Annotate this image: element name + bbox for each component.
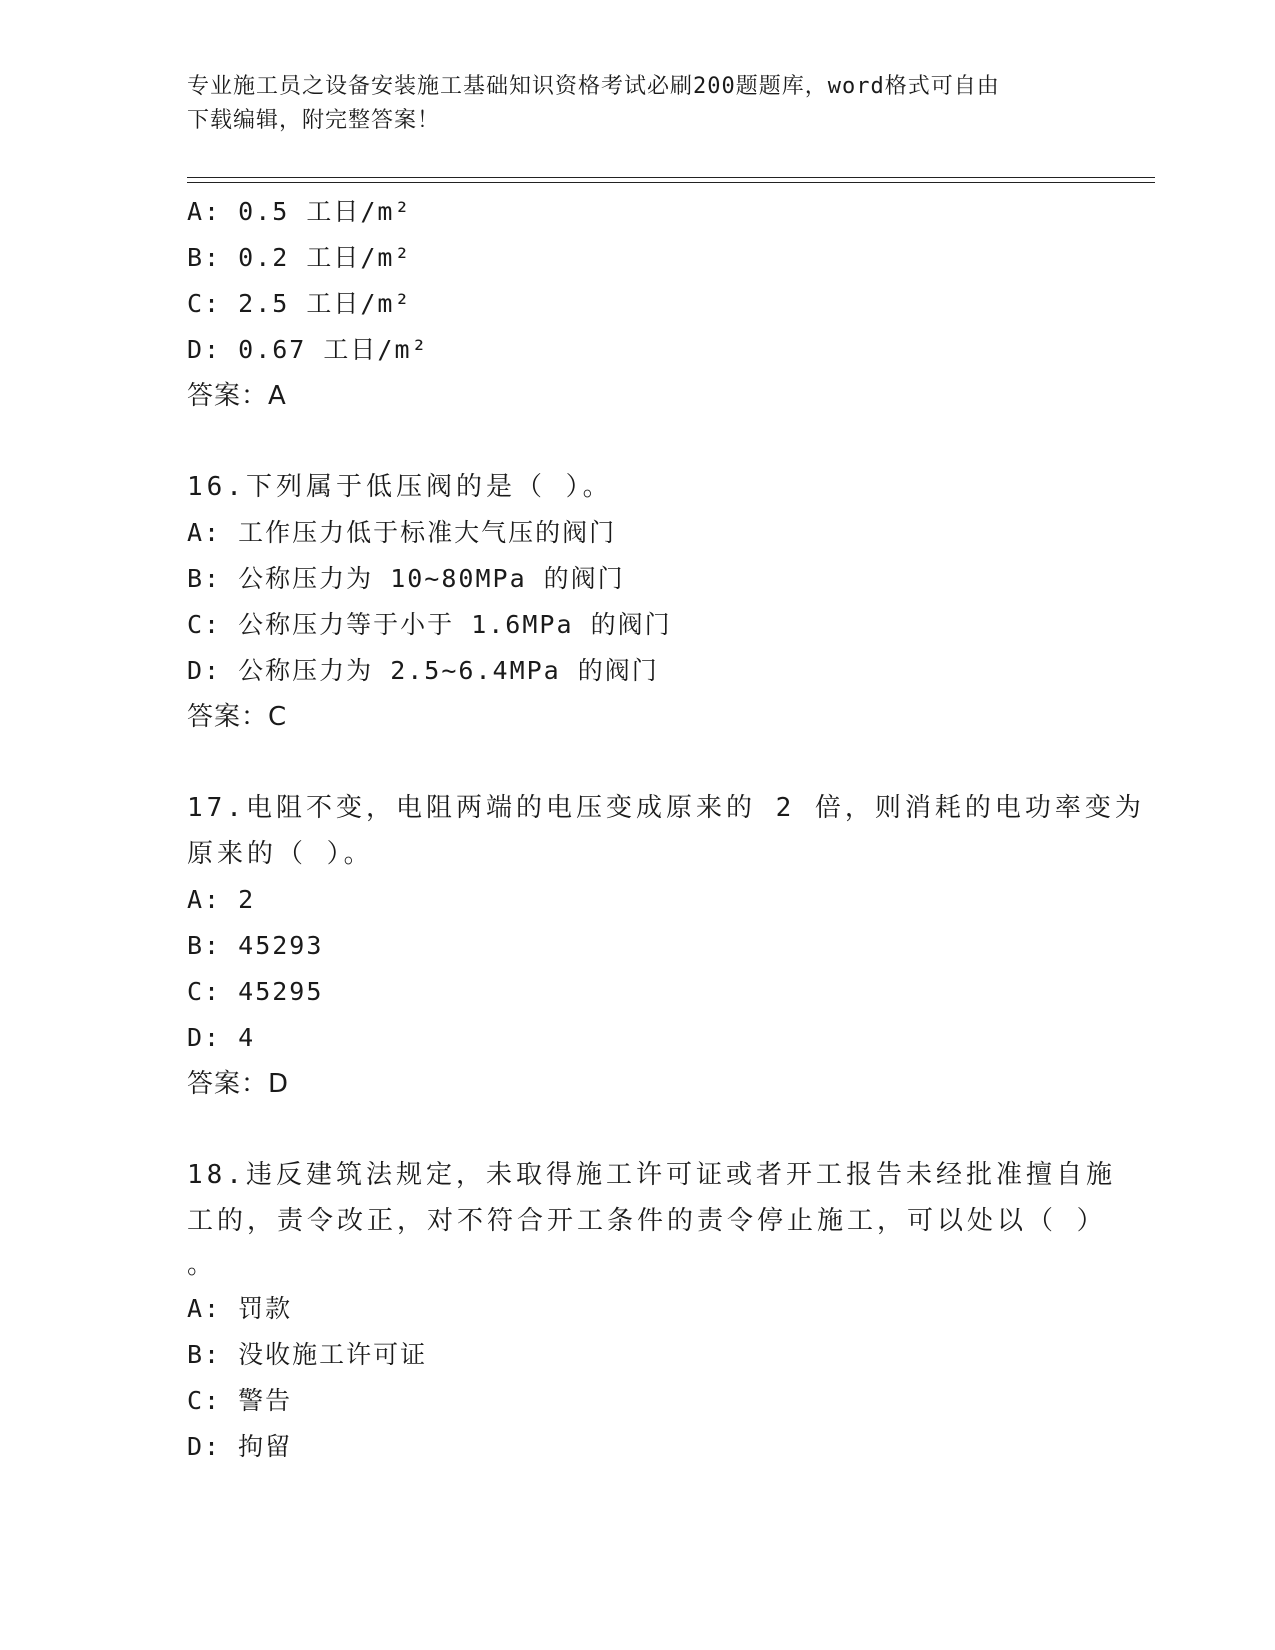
header-divider-bottom <box>187 182 1155 183</box>
option-c: C: 警告 <box>187 1386 293 1415</box>
question-18-text-line-1: 18.违反建筑法规定，未取得施工许可证或者开工报告未经批准擅自施 <box>187 1160 1116 1190</box>
option-c: C: 公称压力等于小于 1.6MPa 的阀门 <box>187 610 672 639</box>
question-15-options <box>187 189 1087 373</box>
question-18-text-line-2: 工的，责令改正，对不符合开工条件的责令停止施工，可以处以（ ） <box>187 1206 1107 1236</box>
option-b: B: 0.2 工日/m² <box>187 243 412 272</box>
option-a: A: 0.5 工日/m² <box>187 197 412 226</box>
question-16-options <box>187 510 1087 694</box>
document-header <box>187 70 1067 138</box>
question-17-options <box>187 877 1087 1061</box>
option-c: C: 45295 <box>187 977 324 1006</box>
option-a: A: 工作压力低于标准大气压的阀门 <box>187 518 617 547</box>
option-d: D: 公称压力为 2.5~6.4MPa 的阀门 <box>187 656 659 685</box>
question-17 <box>187 785 1145 877</box>
question-17-text-line-1: 17.电阻不变，电阻两端的电压变成原来的 2 倍，则消耗的电功率变为 <box>187 793 1145 823</box>
spacer <box>187 1107 1087 1152</box>
question-18 <box>187 1152 1116 1286</box>
question-18-options <box>187 1286 1087 1470</box>
spacer <box>187 740 1087 785</box>
option-b: B: 45293 <box>187 931 324 960</box>
option-a: A: 罚款 <box>187 1294 293 1323</box>
spacer <box>187 419 1087 464</box>
option-b: B: 没收施工许可证 <box>187 1340 428 1369</box>
question-15-answer: 答案：A <box>187 381 287 411</box>
option-d: D: 拘留 <box>187 1432 293 1461</box>
option-c: C: 2.5 工日/m² <box>187 289 412 318</box>
option-b: B: 公称压力为 10~80MPa 的阀门 <box>187 564 625 593</box>
header-line-1: 专业施工员之设备安装施工基础知识资格考试必刷200题题库，word格式可自由 <box>187 74 1000 99</box>
option-a: A: 2 <box>187 885 256 914</box>
question-16 <box>187 464 1087 510</box>
question-17-text-line-2: 原来的（ ）。 <box>187 839 374 869</box>
option-d: D: 4 <box>187 1023 256 1052</box>
question-list <box>187 189 1145 1470</box>
question-16-text: 16.下列属于低压阀的是（ ）。 <box>187 472 613 502</box>
option-d: D: 0.67 工日/m² <box>187 335 429 364</box>
question-16-answer: 答案：C <box>187 702 288 732</box>
question-18-text-line-3: 。 <box>187 1250 218 1280</box>
header-line-2: 下载编辑，附完整答案！ <box>187 108 441 133</box>
question-17-answer: 答案：D <box>187 1069 290 1099</box>
header-divider-top <box>187 177 1155 178</box>
